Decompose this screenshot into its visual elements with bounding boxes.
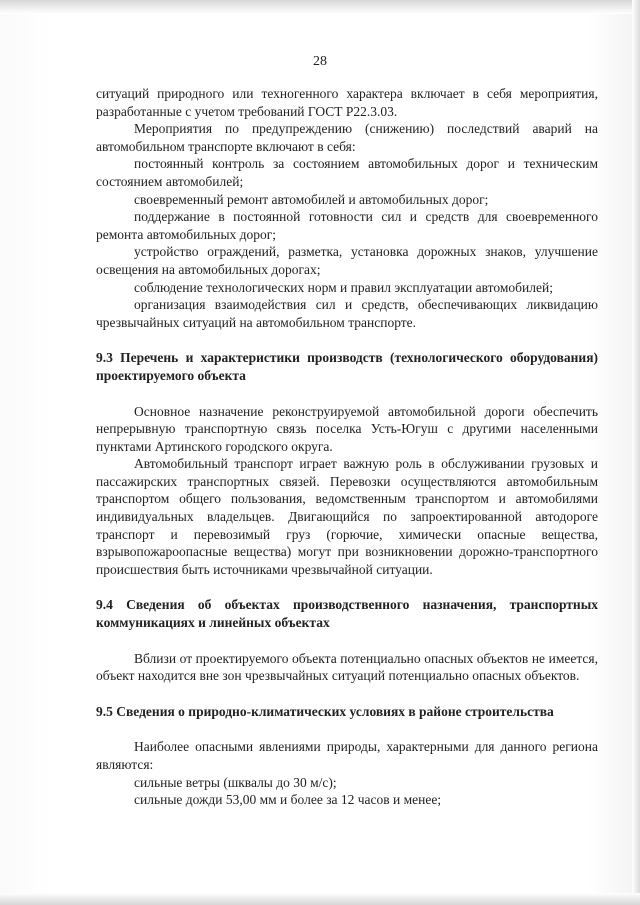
list-item-coordination: организация взаимодействия сил и средств, обеспечивающих ликвидацию чрезвычайных ситуаций на автомобильном транспорте.: [96, 297, 598, 330]
section-heading-9-5: 9.5 Сведения о природно-климатических условиях в районе строительства: [96, 703, 554, 719]
paragraph-9-3-purpose: Основное назначение реконструируемой автомобильной дороги обеспечить непрерывную транспортную связь поселка Усть-Югуш с другими населенными пунктами Артинского городского округа.: [96, 403, 598, 454]
page-number: 28: [313, 54, 327, 69]
list-item-barriers: устройство ограждений, разметка, установка дорожных знаков, улучшение освещения на автомобильных дорогах;: [96, 244, 598, 277]
scan-bottom-edge: [0, 893, 640, 905]
paragraph-9-4-hazards: Вблизи от проектируемого объекта потенциально опасных объектов не имеется, объект находится вне зон чрезвычайных ситуаций потенциально опасных объектов.: [96, 650, 598, 684]
paragraph-9-3-transport: Автомобильный транспорт играет важную роль в обслуживании грузовых и пассажирских транспортных связей. Перевозки осуществляются автомобильным транспортом общего пользования, ведомственным транспортом и автомобилями индивидуальных владельцев. Двигающийся по запроектированной автодороге транспорт и перевозимый груз (горючие, химически опасные вещества, взрывопожароопасные вещества) могут при возникновении дорожно-транспортного происшествия быть источниками чрезвычайной ситуации.: [96, 456, 598, 577]
section-heading-9-3: 9.3 Перечень и характеристики производств (технологического оборудования) проектируемого объекта: [96, 350, 598, 383]
document-body: [96, 85, 598, 809]
paragraph-measures-intro: Мероприятия по предупреждению (снижению) последствий аварий на автомобильном транспорте включают в себя:: [96, 121, 598, 154]
list-item-readiness: поддержание в постоянной готовности сил и средств для своевременного ремонта автомобильных дорог;: [96, 209, 598, 242]
paragraph-9-5-intro: Наиболее опасными явлениями природы, характерными для данного региона являются:: [96, 739, 598, 772]
list-item-norms: соблюдение технологических норм и правил эксплуатации автомобилей;: [134, 279, 553, 295]
scan-right-shadow: [632, 0, 640, 905]
list-item-winds: сильные ветры (шквалы до 30 м/с);: [134, 774, 337, 790]
scan-top-edge: [0, 0, 640, 14]
list-item-rains: сильные дожди 53,00 мм и более за 12 часов и менее;: [134, 792, 442, 808]
section-heading-9-4: 9.4 Сведения об объектах производственного назначения, транспортных коммуникациях и линейных объектах: [96, 597, 598, 631]
list-item-repair: своевременный ремонт автомобилей и автомобильных дорог;: [134, 191, 489, 207]
paragraph-continuation: ситуаций природного или техногенного характера включает в себя мероприятия, разработанные с учетом требований ГОСТ Р22.3.03.: [96, 86, 598, 119]
list-item-control: постоянный контроль за состоянием автомобильных дорог и техническим состоянием автомобилей;: [96, 156, 598, 189]
